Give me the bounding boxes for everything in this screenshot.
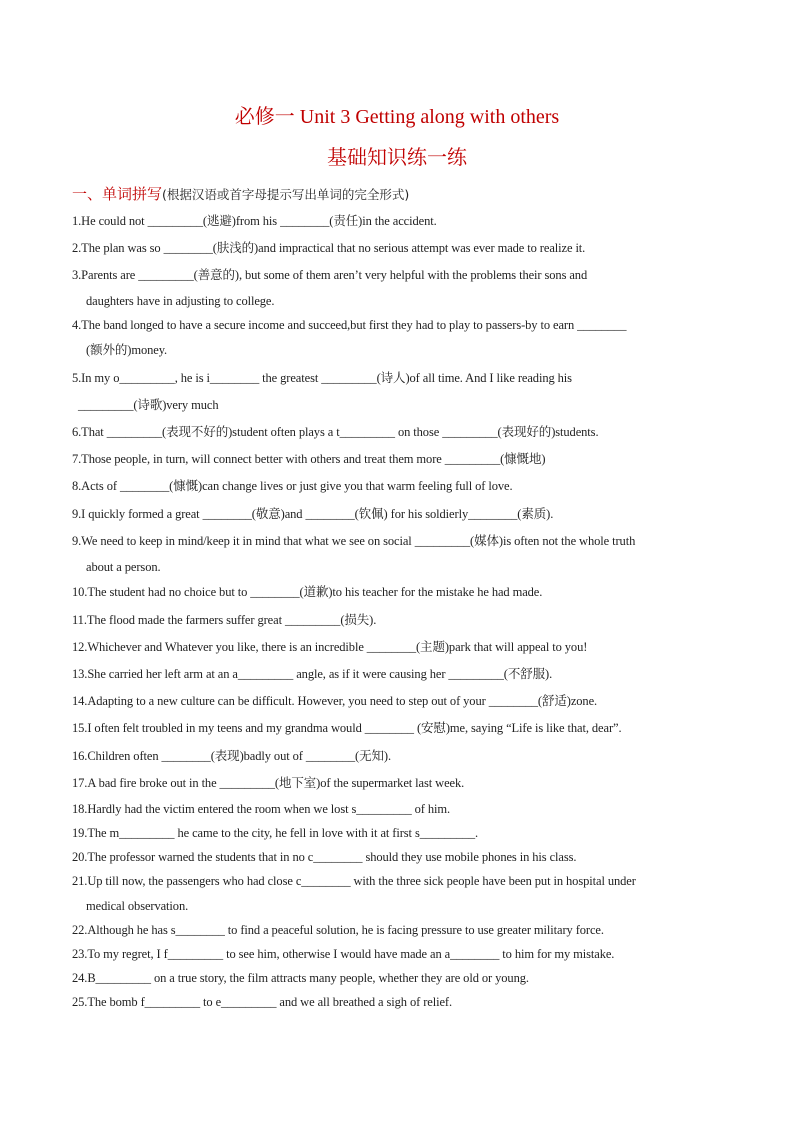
question-line: 6.That _________(表现不好的)student often plays a t_________ on those _________(表现好的)students. (72, 425, 599, 439)
question-line: 16.Children often ________(表现)badly out of ________(无知). (72, 749, 392, 763)
question-line-continued: _________(诗歌)very much (78, 398, 219, 412)
question-line: 9.I quickly formed a great ________(敬意)and ________(钦佩) for his soldierly________(素质). (72, 507, 554, 521)
question-line: 12.Whichever and Whatever you like, there is an incredible ________(主题)park that will appeal to you! (72, 640, 588, 654)
question-line: 23.To my regret, I f_________ to see him, otherwise I would have made an a________ to him for my mistake. (72, 947, 615, 961)
question-line: 1.He could not _________(逃避)from his ________(责任)in the accident. (72, 214, 437, 228)
question-line: 10.The student had no choice but to ________(道歉)to his teacher for the mistake he had made. (72, 585, 543, 599)
question-line: 22.Although he has s________ to find a peaceful solution, he is facing pressure to use greater military force. (72, 923, 604, 937)
question-line: 21.Up till now, the passengers who had close c________ with the three sick people have been put in hospital under (72, 874, 636, 888)
question-line: 20.The professor warned the students that in no c________ should they use mobile phones in his class. (72, 850, 577, 864)
section-heading: 一、单词拼写 (72, 185, 163, 203)
question-line: 18.Hardly had the victim entered the room when we lost s_________ of him. (72, 802, 451, 816)
question-line: 9.We need to keep in mind/keep it in mind that what we see on social _________(媒体)is often not the whole truth (72, 534, 636, 548)
question-line: 5.In my o_________, he is i________ the greatest _________(诗人)of all time. And I like reading his (72, 371, 572, 385)
section-hint: (根据汉语或首字母提示写出单词的完全形式) (162, 187, 410, 202)
question-line: 8.Acts of ________(慷慨)can change lives or just give you that warm feeling full of love. (72, 479, 513, 493)
question-line: 11.The flood made the farmers suffer great _________(损失). (72, 613, 377, 627)
question-line: 7.Those people, in turn, will connect better with others and treat them more _________(慷慨地) (72, 452, 546, 466)
question-line: 25.The bomb f_________ to e_________ and we all breathed a sigh of relief. (72, 995, 453, 1009)
question-line: 4.The band longed to have a secure income and succeed,but first they had to play to passers-by to earn ________ (72, 318, 627, 332)
question-line: 19.The m_________ he came to the city, he fell in love with it at first s_________. (72, 826, 479, 840)
question-line: 24.B_________ on a true story, the film attracts many people, whether they are old or young. (72, 971, 529, 985)
question-line-continued: (额外的)money. (86, 343, 168, 357)
question-line: 14.Adapting to a new culture can be difficult. However, you need to step out of your ________(舒适)zone. (72, 694, 598, 708)
question-line: 3.Parents are _________(善意的), but some of them aren’t very helpful with the problems their sons and (72, 268, 588, 282)
question-line: 17.A bad fire broke out in the _________(地下室)of the supermarket last week. (72, 776, 465, 790)
question-line-continued: medical observation. (86, 899, 189, 913)
section-header (72, 184, 409, 205)
question-line: 2.The plan was so ________(肤浅的)and impractical that no serious attempt was ever made to realize it. (72, 241, 586, 255)
page-subtitle: 基础知识练一练 (327, 147, 467, 169)
question-line-continued: daughters have in adjusting to college. (86, 294, 275, 308)
question-line: 13.She carried her left arm at an a_________ angle, as if it were causing her _________(不舒服). (72, 667, 553, 681)
question-line: 15.I often felt troubled in my teens and my grandma would ________ (安慰)me, saying “Life is like that, dear”. (72, 721, 622, 735)
question-line-continued: about a person. (86, 560, 161, 574)
page-title: 必修一 Unit 3 Getting along with others (234, 106, 560, 128)
